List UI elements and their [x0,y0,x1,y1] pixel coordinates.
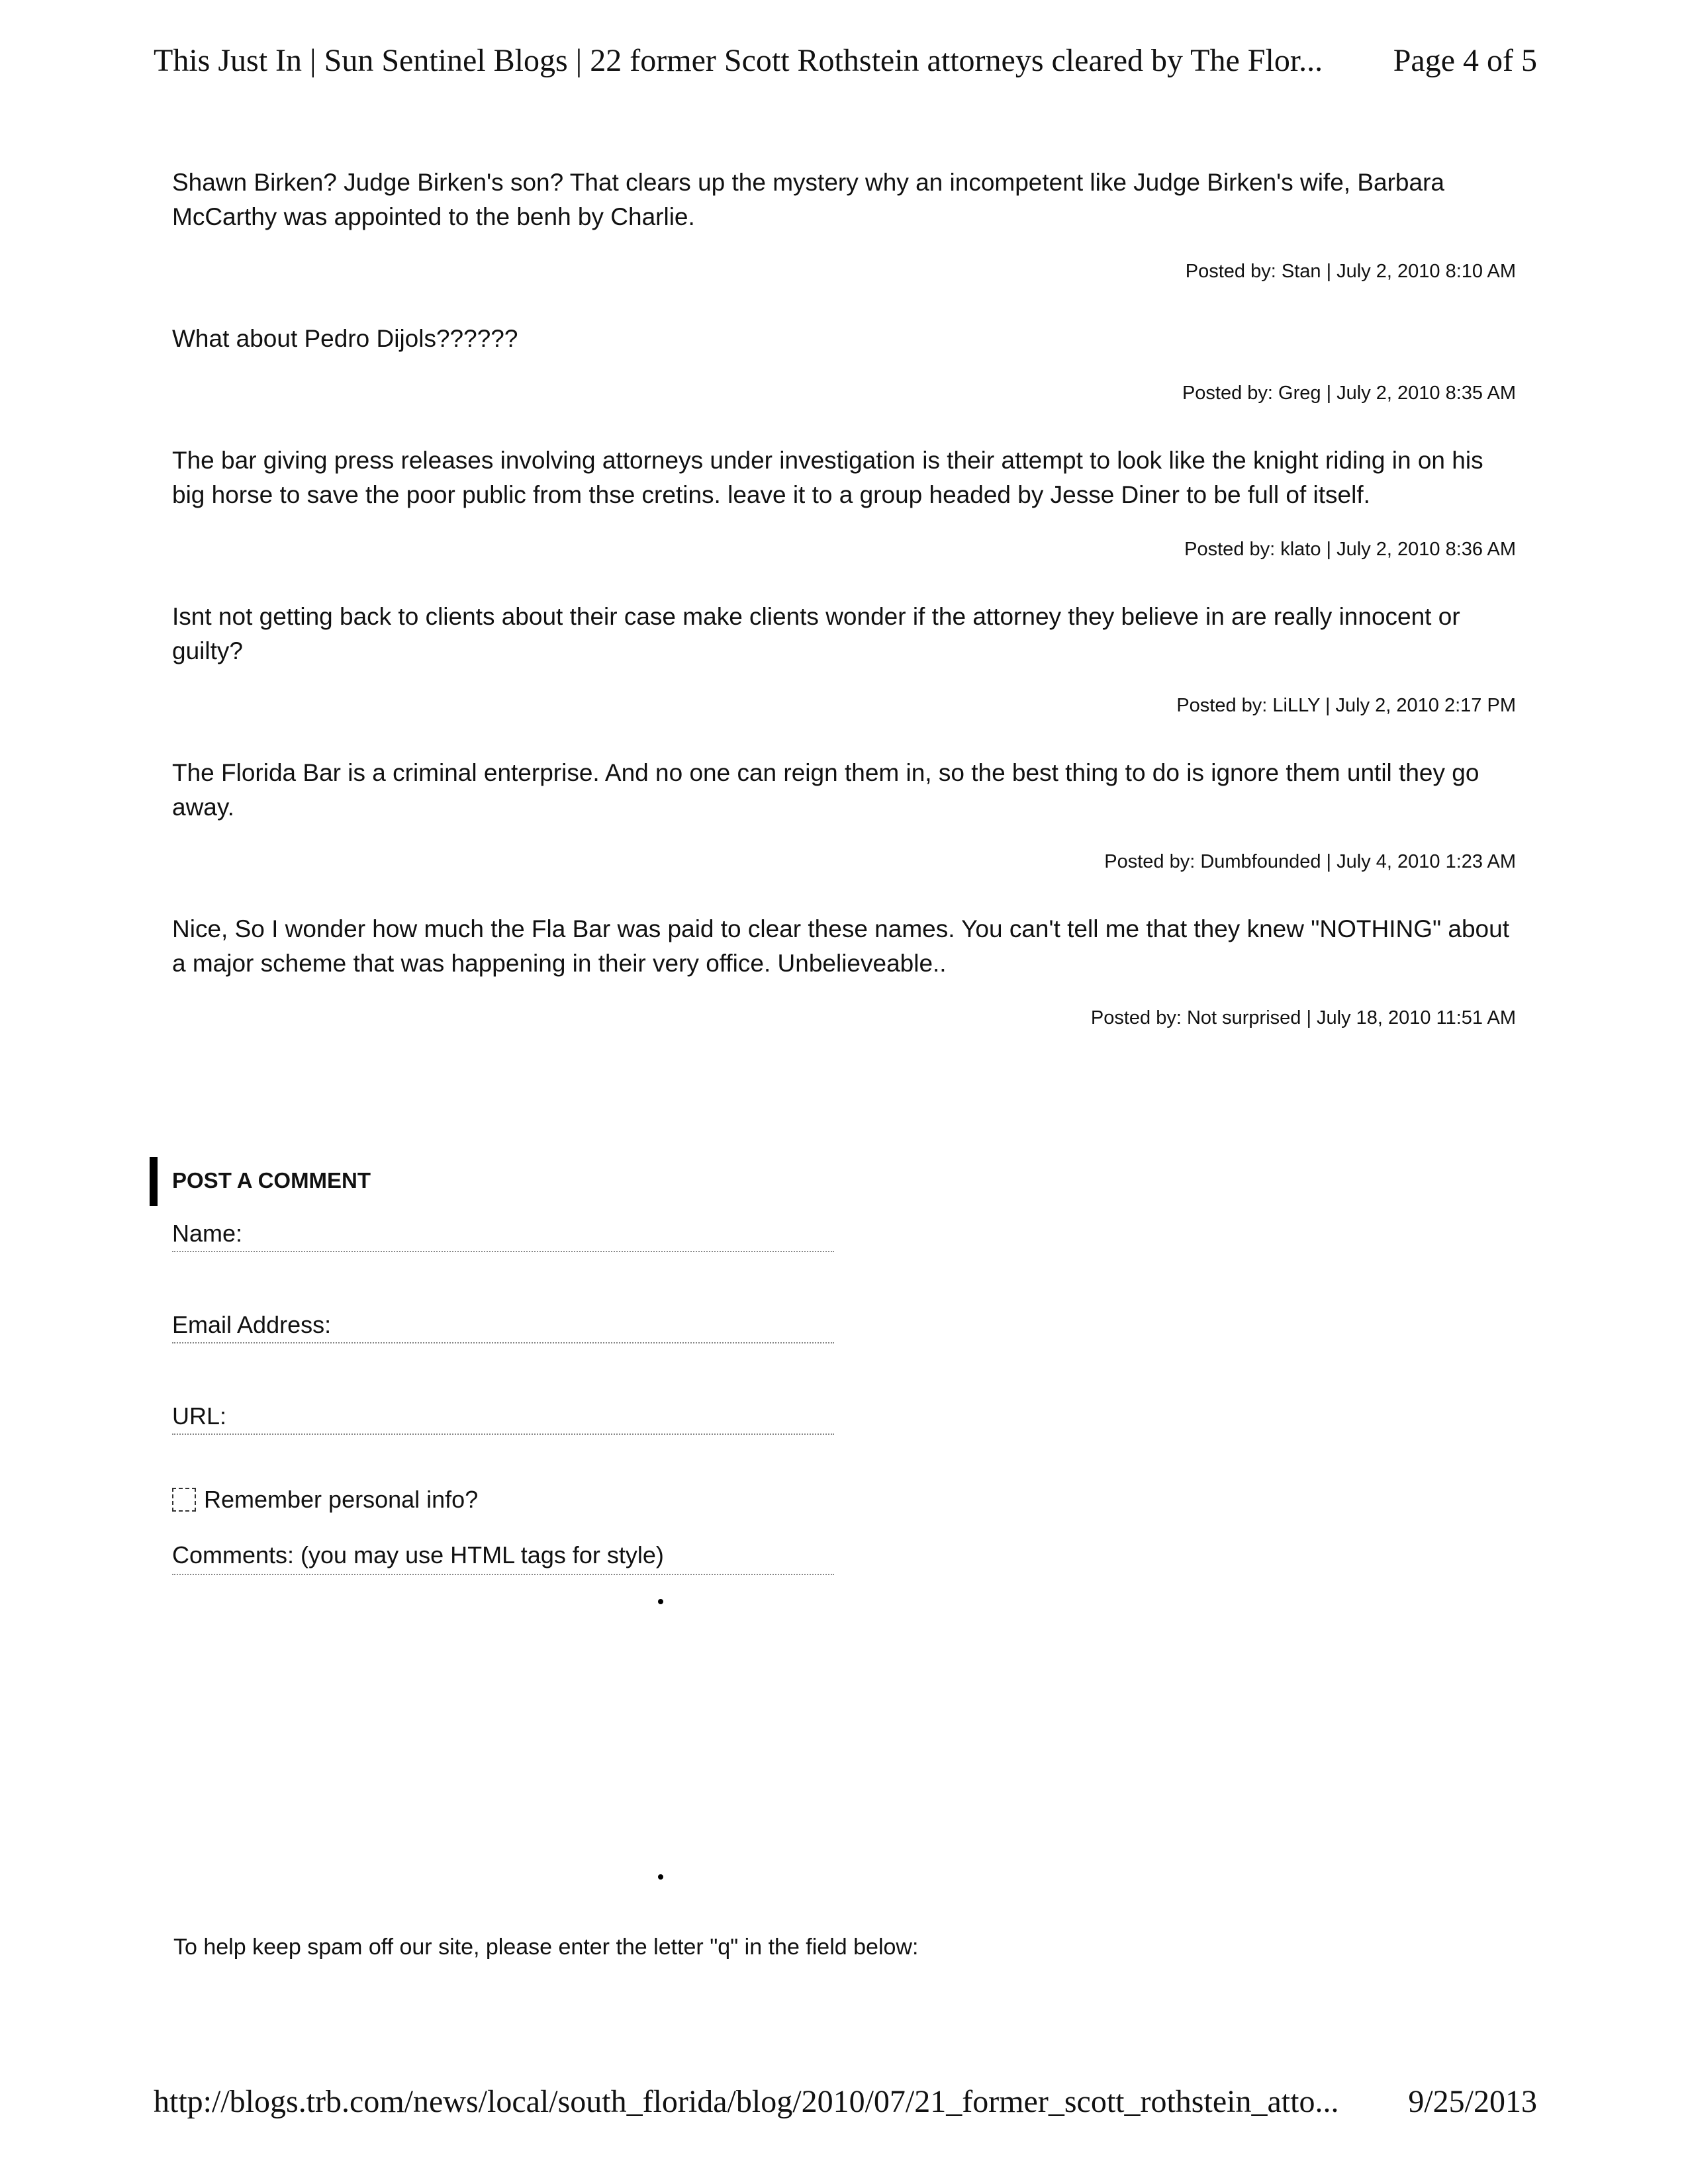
post-comment-heading [150,1157,1076,1205]
page-url: http://blogs.trb.com/news/local/south_florida/blog/2010/07/21_former_scott_rothstein_atto... [154,2084,1339,2119]
email-field [172,1310,821,1340]
comment-item [172,165,1516,285]
comment-byline: Posted by: Greg | July 2, 2010 8:35 AM [1182,383,1516,404]
comments-textarea[interactable] [172,1582,837,1865]
comment-byline: Posted by: LiLLY | July 2, 2010 2:17 PM [1176,695,1516,716]
print-footer [154,2082,1537,2122]
stray-dot [658,1599,663,1604]
comment-body: Shawn Birken? Judge Birken's son? That clears up the mystery why an incompetent like Judge Birken's wife, Barbara McCarthy was appointed to the benh by Charlie. [172,169,1444,230]
email-label: Email Address: [172,1311,332,1338]
comment-item [172,600,1516,719]
comment-body: What about Pedro Dijols?????? [172,325,518,352]
comments-underline [172,1574,834,1575]
name-input[interactable] [172,1219,823,1255]
comment-item [172,756,1516,875]
comment-byline: Posted by: klato | July 2, 2010 8:36 AM [1184,539,1516,560]
remember-checkbox[interactable] [172,1488,196,1512]
comment-item [172,912,1516,1031]
comment-body: The Florida Bar is a criminal enterprise. And no one can reign them in, so the best thing to do is ignore them until they go away. [172,759,1479,821]
comment-byline: Posted by: Not surprised | July 18, 2010 11:51 AM [1090,1007,1516,1028]
name-field [172,1219,821,1248]
comment-item [172,322,1516,406]
email-input[interactable] [172,1310,823,1346]
remember-info [172,1485,478,1514]
spam-instructions: To help keep spam off our site, please enter the letter "q" in the field below: [173,1934,919,1960]
post-comment-title: POST A COMMENT [172,1168,371,1193]
page-title: This Just In | Sun Sentinel Blogs | 22 former Scott Rothstein attorneys cleared by The Flor... [154,43,1323,78]
url-field [172,1402,821,1431]
print-date: 9/25/2013 [1408,2084,1537,2119]
print-header [154,41,1537,81]
remember-label: Remember personal info? [204,1486,479,1513]
page-number: Page 4 of 5 [1393,43,1537,78]
spam-check-input[interactable] [173,1972,573,2013]
comment-body: The bar giving press releases involving attorneys under investigation is their attempt to look like the knight riding in on his big horse to save the poor public from thse cretins. leave it to a group headed by Jesse Diner to be full of itself. [172,447,1483,508]
post-comment-form [150,1157,1076,1569]
comments-label: Comments: (you may use HTML tags for style) [172,1541,664,1569]
stray-dot [658,1874,663,1880]
comment-body: Nice, So I wonder how much the Fla Bar was paid to clear these names. You can't tell me that they knew "NOTHING" about a major scheme that was happening in their very office. Unbelieveable.. [172,915,1509,977]
comment-byline: Posted by: Dumbfounded | July 4, 2010 1:23 AM [1104,851,1516,872]
comment-list [172,165,1516,1068]
name-label: Name: [172,1220,243,1247]
comment-item [172,443,1516,563]
url-label: URL: [172,1402,227,1430]
comment-byline: Posted by: Stan | July 2, 2010 8:10 AM [1185,261,1516,282]
comment-body: Isnt not getting back to clients about their case make clients wonder if the attorney they believe in are really innocent or guilty? [172,603,1460,664]
url-input[interactable] [172,1402,823,1437]
heading-accent-bar [150,1157,158,1206]
